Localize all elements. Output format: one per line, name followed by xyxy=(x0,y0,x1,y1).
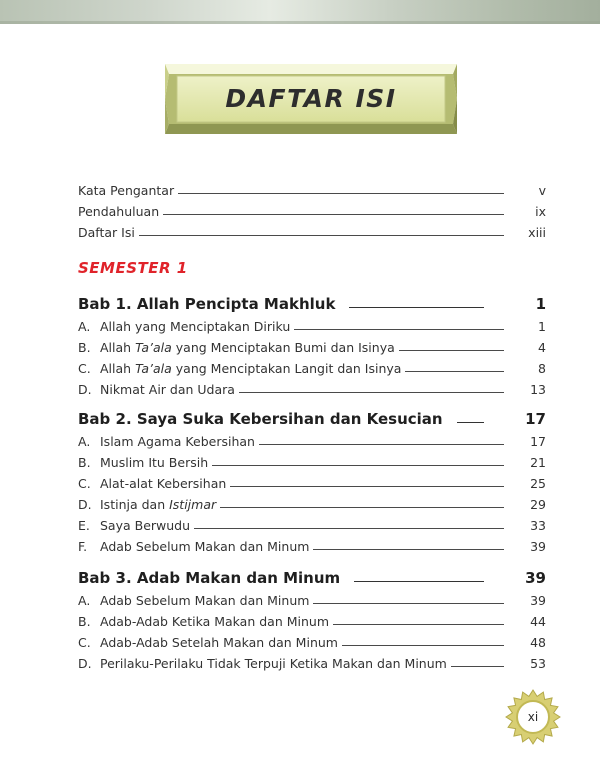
leader-line xyxy=(349,307,484,308)
toc-front-matter-row xyxy=(78,180,546,198)
item-letter: F. xyxy=(78,539,88,554)
toc-entry-label: Kata Pengantar xyxy=(78,183,175,198)
toc-item-label xyxy=(78,656,447,671)
leader-line xyxy=(163,214,504,215)
toc-item-row xyxy=(78,452,546,470)
toc-page-number: 17 xyxy=(530,434,546,449)
leader-line xyxy=(451,666,504,667)
toc-item-label xyxy=(78,361,401,376)
toc-page-number: 53 xyxy=(530,656,546,671)
toc-item-label xyxy=(78,434,255,449)
item-text-part: Adab Sebelum Makan dan Minum xyxy=(100,593,310,608)
toc-page-number: 29 xyxy=(530,497,546,512)
toc-item-label xyxy=(78,539,309,554)
leader-line xyxy=(212,465,504,466)
leader-line xyxy=(313,549,504,550)
chapter-heading xyxy=(78,291,546,313)
leader-line xyxy=(139,235,504,236)
toc-item-label xyxy=(78,497,216,512)
toc-page-number: 1 xyxy=(538,319,546,334)
item-text-part: Ta’ala xyxy=(135,340,172,355)
page-title: DAFTAR ISI xyxy=(225,84,397,113)
item-letter: D. xyxy=(78,382,92,397)
toc-entry-label: Pendahuluan xyxy=(78,204,160,219)
item-text-part: Adab-Adab Ketika Makan dan Minum xyxy=(100,614,330,629)
toc-item-row xyxy=(78,611,546,629)
item-text-part: Allah xyxy=(100,361,136,376)
toc-page-number: 48 xyxy=(530,635,546,650)
toc-page-number: 8 xyxy=(538,361,546,376)
item-letter: B. xyxy=(78,455,91,470)
item-letter: C. xyxy=(78,635,91,650)
item-text-part: Islam Agama Kebersihan xyxy=(100,434,255,449)
leader-line xyxy=(313,603,504,604)
toc-item-label xyxy=(78,635,338,650)
toc-item-row xyxy=(78,515,546,533)
toc-item-label xyxy=(78,593,309,608)
toc-item-label xyxy=(78,382,235,397)
toc-page-number: xiii xyxy=(528,225,546,240)
toc-page-number: 13 xyxy=(530,382,546,397)
leader-line xyxy=(354,581,484,582)
toc-item-label xyxy=(78,455,208,470)
item-text-part: Istinja dan xyxy=(100,497,170,512)
toc-front-matter-row xyxy=(78,222,546,240)
item-letter: B. xyxy=(78,614,91,629)
item-letter: A. xyxy=(78,434,91,449)
item-text-part: Adab Sebelum Makan dan Minum xyxy=(100,539,310,554)
toc-item-row xyxy=(78,590,546,608)
item-letter: D. xyxy=(78,497,92,512)
toc-item-row xyxy=(78,494,546,512)
chapter-page-number: 17 xyxy=(525,410,546,428)
item-letter: A. xyxy=(78,593,91,608)
toc-page-number: ix xyxy=(535,204,546,219)
toc-item-label xyxy=(78,319,290,334)
chapter-title: Bab 2. Saya Suka Kebersihan dan Kesucian xyxy=(78,410,443,428)
item-text-part: Allah xyxy=(100,340,136,355)
item-letter: C. xyxy=(78,361,91,376)
toc-page-number: v xyxy=(538,183,546,198)
toc-item-row xyxy=(78,431,546,449)
toc-page-number: 33 xyxy=(530,518,546,533)
top-decorative-band xyxy=(0,0,600,24)
item-text-part: Muslim Itu Bersih xyxy=(100,455,209,470)
toc-entry-label: Daftar Isi xyxy=(78,225,135,240)
leader-line xyxy=(230,486,504,487)
leader-line xyxy=(342,645,504,646)
item-text-part: Perilaku-Perilaku Tidak Terpuji Ketika Makan dan Minum xyxy=(100,656,447,671)
toc-item-row xyxy=(78,536,546,554)
toc-page-number: 4 xyxy=(538,340,546,355)
chapter-page-number: 1 xyxy=(535,295,546,313)
toc-item-label xyxy=(78,476,226,491)
leader-line xyxy=(194,528,504,529)
item-text-part: Saya Berwudu xyxy=(100,518,191,533)
toc-item-row xyxy=(78,653,546,671)
leader-line xyxy=(178,193,504,194)
toc-item-row xyxy=(78,632,546,650)
chapter-heading xyxy=(78,565,546,587)
leader-line xyxy=(457,422,484,423)
leader-line xyxy=(220,507,504,508)
item-text-part: Istijmar xyxy=(169,497,217,512)
leader-line xyxy=(294,329,504,330)
semester-heading: SEMESTER 1 xyxy=(78,259,188,277)
toc-item-row xyxy=(78,473,546,491)
leader-line xyxy=(333,624,504,625)
title-banner xyxy=(165,64,457,134)
item-text-part: Adab-Adab Setelah Makan dan Minum xyxy=(100,635,338,650)
chapter-heading xyxy=(78,406,546,428)
item-letter: B. xyxy=(78,340,91,355)
toc-item-label xyxy=(78,518,190,533)
toc-item-label xyxy=(78,340,395,355)
leader-line xyxy=(239,392,504,393)
item-letter: A. xyxy=(78,319,91,334)
toc-item-row xyxy=(78,316,546,334)
chapter-page-number: 39 xyxy=(525,569,546,587)
item-text-part: yang Menciptakan Langit dan Isinya xyxy=(171,361,402,376)
toc-page-number: 39 xyxy=(530,593,546,608)
toc-item-row xyxy=(78,379,546,397)
leader-line xyxy=(259,444,504,445)
toc-item-row xyxy=(78,337,546,355)
item-text-part: Nikmat Air dan Udara xyxy=(100,382,235,397)
toc-item-label xyxy=(78,614,329,629)
toc-page-number: 39 xyxy=(530,539,546,554)
toc-front-matter-row xyxy=(78,201,546,219)
item-letter: C. xyxy=(78,476,91,491)
item-letter: E. xyxy=(78,518,90,533)
leader-line xyxy=(405,371,504,372)
chapter-title: Bab 1. Allah Pencipta Makhluk xyxy=(78,295,336,313)
chapter-title: Bab 3. Adab Makan dan Minum xyxy=(78,569,341,587)
item-text-part: yang Menciptakan Bumi dan Isinya xyxy=(171,340,395,355)
toc-page-number: 25 xyxy=(530,476,546,491)
item-letter: D. xyxy=(78,656,92,671)
item-text-part: Alat-alat Kebersihan xyxy=(100,476,227,491)
toc-item-row xyxy=(78,358,546,376)
leader-line xyxy=(399,350,504,351)
toc-page-number: 44 xyxy=(530,614,546,629)
page-number: xi xyxy=(527,710,539,724)
toc-page-number: 21 xyxy=(530,455,546,470)
item-text-part: Ta’ala xyxy=(135,361,172,376)
item-text-part: Allah yang Menciptakan Diriku xyxy=(100,319,291,334)
